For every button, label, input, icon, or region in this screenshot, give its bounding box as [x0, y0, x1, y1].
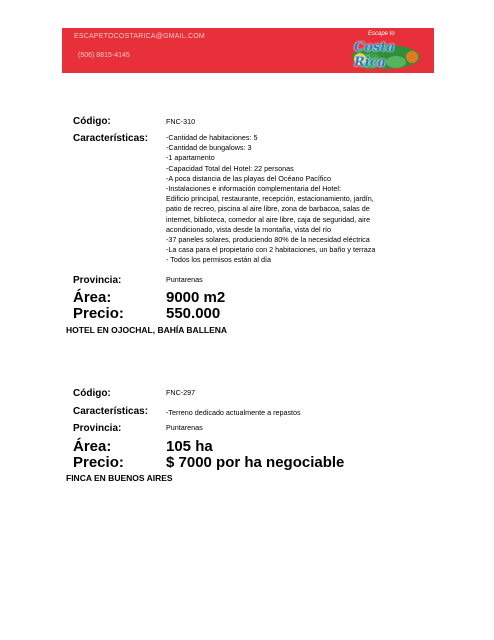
- list-item: -Cantidad de bungalows: 3: [166, 143, 252, 153]
- caracteristicas-list: [166, 133, 416, 266]
- area-label: Área:: [73, 289, 112, 306]
- list-item: -Instalaciones e información complementaria del Hotel:: [166, 184, 341, 194]
- caracteristicas-label: Características:: [73, 406, 149, 417]
- caracteristicas-value: -Terreno dedicado actualmente a repastos: [166, 408, 301, 417]
- contact-phone: (506) 8815-4145: [78, 52, 130, 59]
- list-item: patio de recreo, piscina al aire libre, zona de barbacoa, salas de: [166, 204, 370, 214]
- listing-title: HOTEL EN OJOCHAL, BAHÍA BALLENA: [66, 325, 228, 335]
- precio-label: Precio:: [73, 454, 124, 471]
- brand-logo: [350, 31, 422, 70]
- area-label: Área:: [73, 438, 112, 455]
- precio-value: $ 7000 por ha negociable: [166, 454, 345, 471]
- provincia-label: Provincia:: [73, 275, 122, 286]
- provincia-label: Provincia:: [73, 423, 122, 434]
- list-item: -Capacidad Total del Hotel: 22 personas: [166, 163, 294, 173]
- list-item: - Todos los permisos están al día: [166, 255, 271, 265]
- list-item: acondicionado, vista desde la montaña, vista del río: [166, 224, 332, 234]
- logo-subtitle: Escape to: [368, 31, 395, 37]
- list-item: -Cantidad de habitaciones: 5: [166, 133, 258, 142]
- listing-title: FINCA EN BUENOS AIRES: [66, 473, 173, 483]
- area-value: 9000 m2: [166, 289, 226, 306]
- precio-label: Precio:: [73, 305, 124, 322]
- header-banner: [62, 28, 434, 73]
- list-item: -La casa para el propietario con 2 habitaciones, un baño y terraza: [166, 245, 376, 255]
- provincia-value: Puntarenas: [166, 423, 203, 432]
- contact-email[interactable]: ESCAPETOCOSTARICA@GMAIL.COM: [74, 33, 205, 40]
- list-item: -1 apartamento: [166, 153, 215, 163]
- list-item: -37 paneles solares, produciendo 80% de la necesidad eléctrica: [166, 235, 370, 245]
- codigo-value: FNC-297: [166, 388, 196, 397]
- codigo-value: FNC-310: [166, 117, 196, 126]
- precio-value: 550.000: [166, 305, 221, 322]
- area-value: 105 ha: [166, 438, 213, 455]
- codigo-label: Código:: [73, 116, 111, 127]
- caracteristicas-label: Características:: [73, 133, 149, 144]
- list-item: internet, biblioteca, comedor al aire libre, caja de seguridad, aire: [166, 214, 371, 224]
- list-item: -A poca distancia de las playas del Océano Pacífico: [166, 173, 332, 183]
- codigo-label: Código:: [73, 388, 111, 399]
- provincia-value: Puntarenas: [166, 275, 203, 284]
- logo-title: Costa Rica: [354, 40, 395, 70]
- list-item: Edificio principal, restaurante, recepción, estacionamiento, jardín,: [166, 194, 374, 204]
